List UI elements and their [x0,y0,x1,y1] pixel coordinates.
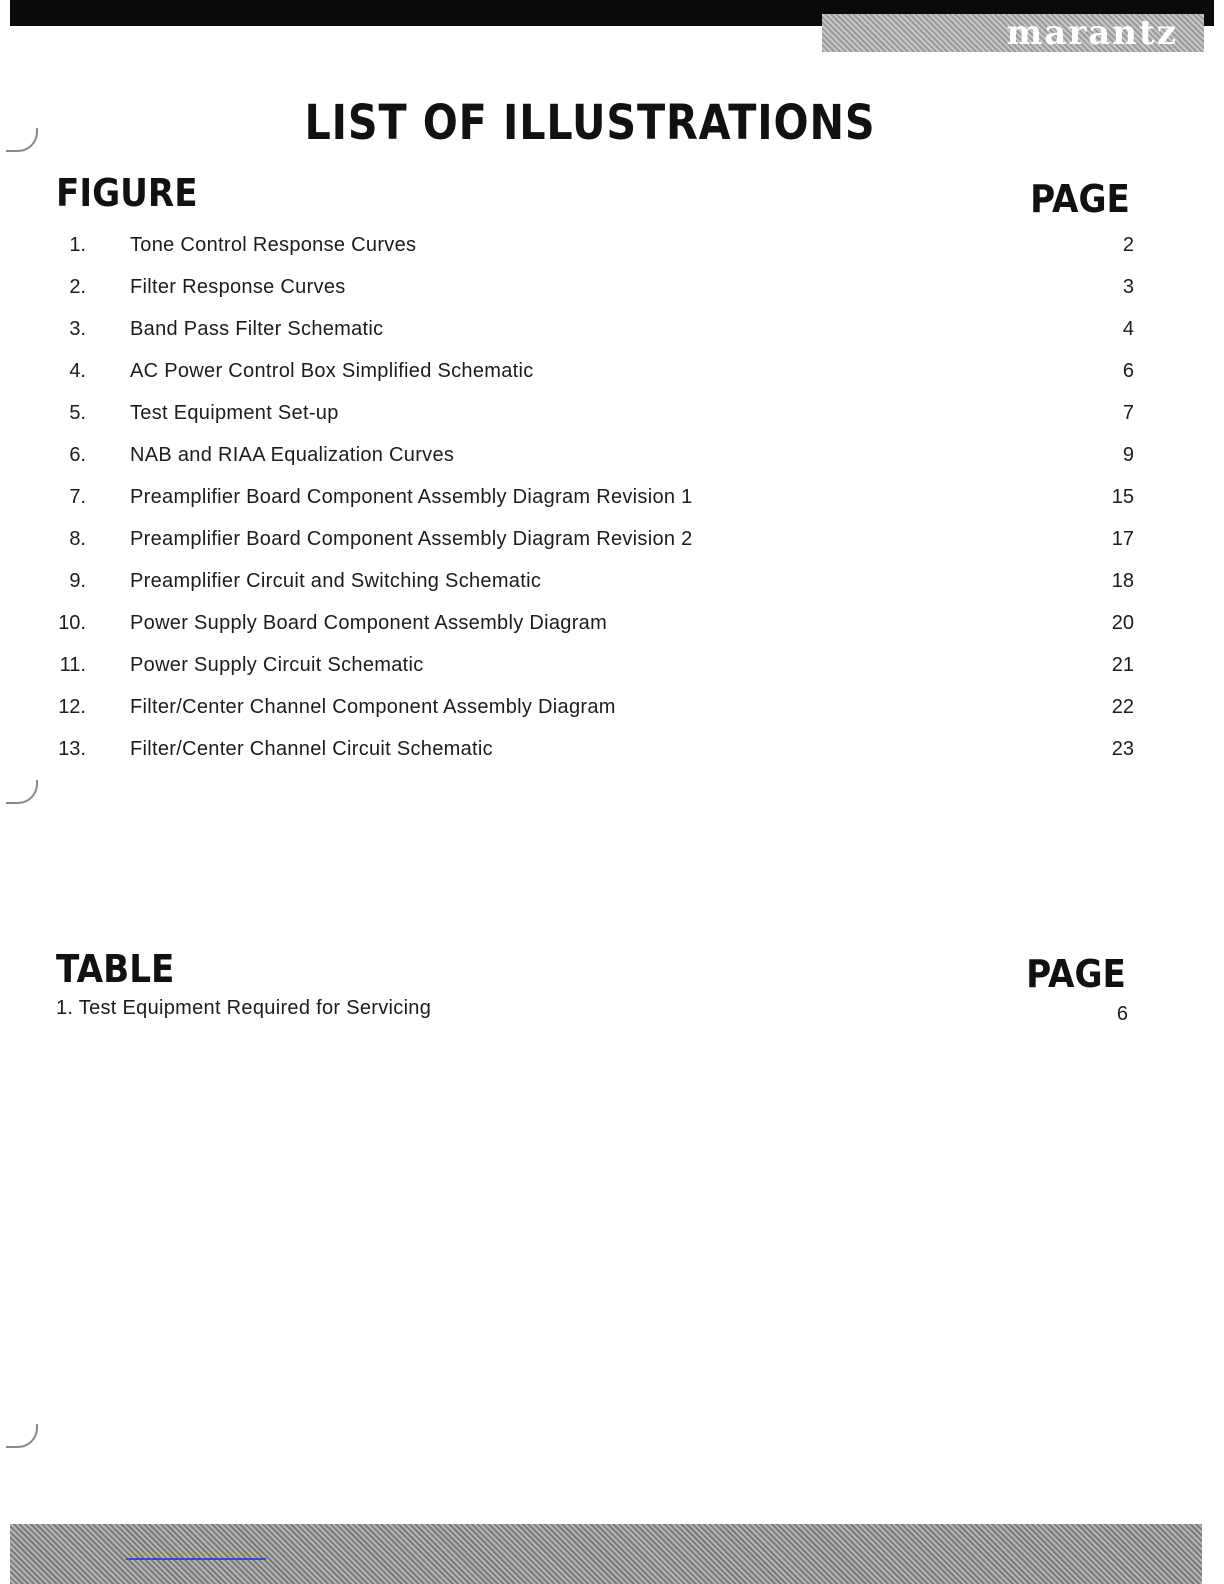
figure-number: 10. [58,612,86,634]
figure-page-number: 9 [1122,444,1134,466]
figure-page-number: 21 [1111,654,1134,676]
punch-hole-mark [6,1424,38,1448]
figure-list-item [52,728,1134,770]
figure-number: 4. [69,360,86,382]
figure-list-item [52,392,1134,434]
footer-bar [10,1524,1202,1584]
figure-title: Preamplifier Board Component Assembly Diagram Revision 1 [130,486,693,508]
figure-heading: FIGURE [56,171,198,215]
figure-page-number: 17 [1111,528,1134,550]
table-item-page: 6 [1116,1003,1128,1025]
brand-logo-text: marantz [1006,13,1178,53]
figure-list-item [52,434,1134,476]
figure-page-number: 3 [1122,276,1134,298]
figure-title: Power Supply Board Component Assembly Diagram [130,612,608,634]
table-list-item [56,988,1128,1028]
figure-number: 13. [58,738,86,760]
punch-hole-mark [6,128,38,152]
figure-number: 12. [58,696,86,718]
figure-list-item [52,560,1134,602]
figure-number: 3. [69,318,86,340]
figure-number: 11. [59,654,86,676]
brand-logo [822,14,1204,52]
figure-list-item [52,644,1134,686]
figure-page-number: 23 [1111,738,1134,760]
figure-list-item [52,602,1134,644]
figure-title: Filter/Center Channel Circuit Schematic [130,738,493,760]
figure-page-number: 4 [1122,318,1134,340]
figure-page-number: 7 [1122,402,1134,424]
figure-title: Band Pass Filter Schematic [130,318,384,340]
figure-title: AC Power Control Box Simplified Schematic [130,360,534,382]
figure-list-item [52,686,1134,728]
figure-title: Filter/Center Channel Component Assembly Diagram [130,696,616,718]
figure-page-number: 6 [1122,360,1134,382]
figure-list-item [52,266,1134,308]
table-page-heading: PAGE [1026,952,1126,996]
figure-number: 9. [69,570,86,592]
figure-title: Test Equipment Set-up [130,402,339,424]
figure-list-item [52,224,1134,266]
figure-list [52,224,1134,770]
figure-number: 5. [69,402,86,424]
figure-title: NAB and RIAA Equalization Curves [130,444,455,466]
figure-title: Preamplifier Circuit and Switching Schematic [130,570,542,592]
figure-page-number: 2 [1122,234,1134,256]
figure-page-number: 20 [1111,612,1134,634]
table-heading: TABLE [56,947,175,991]
punch-hole-mark [6,780,38,804]
figure-list-item [52,308,1134,350]
figure-number: 6. [69,444,86,466]
page-title: LIST OF ILLUSTRATIONS [304,95,876,151]
figure-list-item [52,518,1134,560]
figure-number: 7. [69,486,86,508]
figure-page-number: 15 [1111,486,1134,508]
figure-title: Tone Control Response Curves [130,234,417,256]
footer-link-underline [126,1558,266,1560]
figure-page-number: 18 [1111,570,1134,592]
figure-number: 8. [69,528,86,550]
figure-title: Filter Response Curves [130,276,346,298]
table-item-label: 1. Test Equipment Required for Servicing [56,997,432,1019]
figure-number: 1. [69,234,86,256]
figure-number: 2. [69,276,86,298]
figure-page-heading: PAGE [1030,177,1130,221]
figure-page-number: 22 [1111,696,1134,718]
figure-list-item [52,350,1134,392]
figure-title: Preamplifier Board Component Assembly Diagram Revision 2 [130,528,693,550]
figure-title: Power Supply Circuit Schematic [130,654,424,676]
figure-list-item [52,476,1134,518]
